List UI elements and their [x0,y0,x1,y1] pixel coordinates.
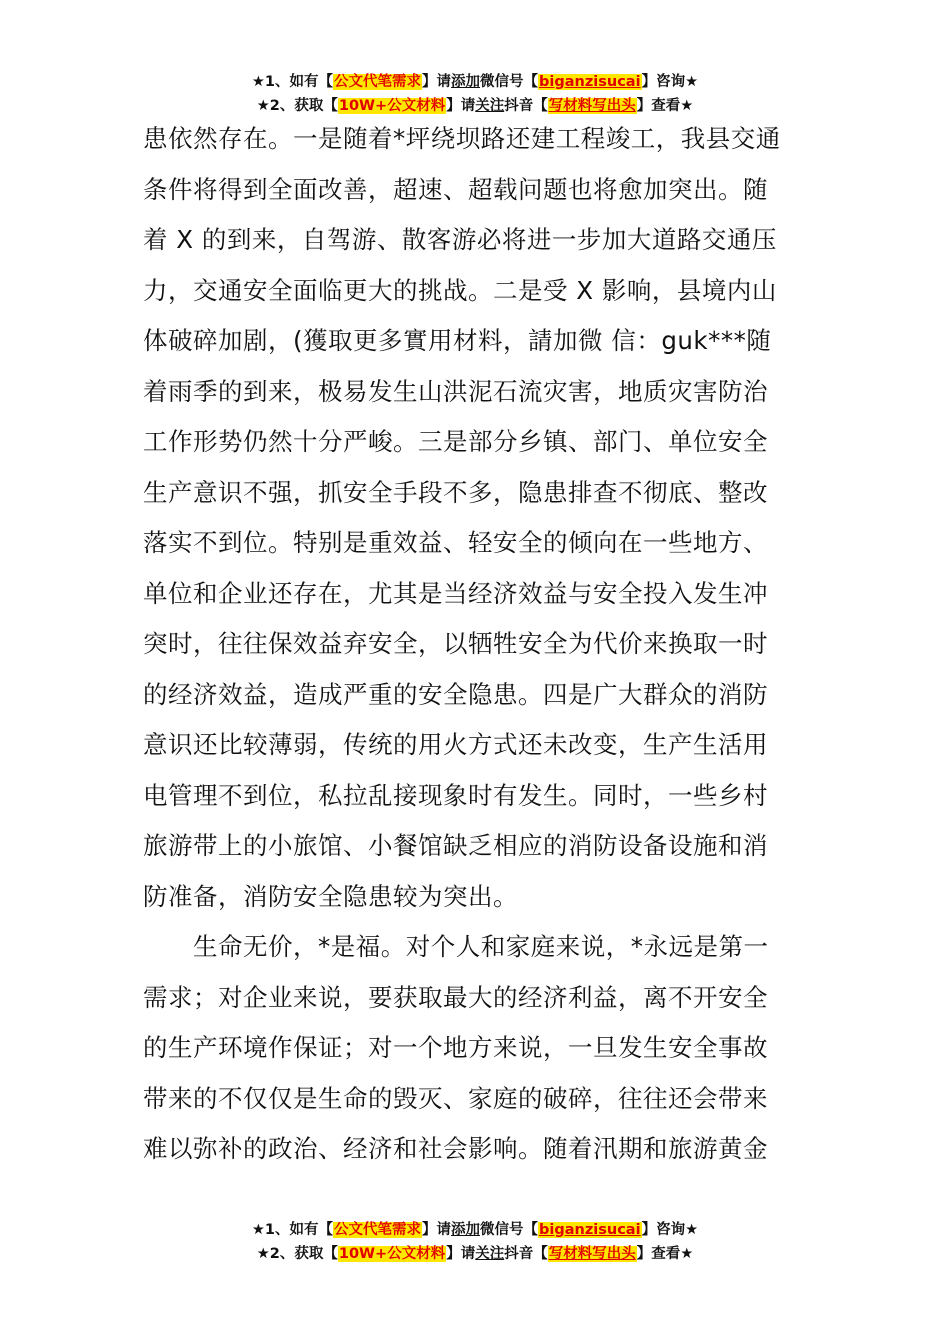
highlight-douyin-account[interactable]: 写材料写出头 [548,1246,636,1262]
text-line: 落实不到位。特别是重效益、轻安全的倾向在一些地方、 [143,528,768,557]
text-line: 着雨季的到来，极易发生山洪泥石流灾害，地质灾害防治 [143,376,768,406]
footer-banner [0,1218,950,1266]
text-line: 的经济效益，造成严重的安全隐患。四是广大群众的消防 [143,679,768,709]
text-line: 的生产环境作保证；对一个地方来说，一旦发生安全事故 [143,1033,768,1062]
banner-line-1: ★1、如有【公文代笔需求】请添加微信号【biganzisucai】咨询★ [251,1222,699,1238]
text-line: 患依然存在。一是随着*坪绕坝路还建工程竣工，我县交通 [143,124,781,153]
text-line: 工作形势仍然十分严峻。三是部分乡镇、部门、单位安全 [143,427,768,456]
banner-line-1: ★1、如有【公文代笔需求】请添加微信号【biganzisucai】咨询★ [251,74,699,90]
text-line: 力，交通安全面临更大的挑战。二是受 X 影响，县境内山 [143,275,777,305]
highlight-ghostwriting: 公文代笔需求 [334,1222,422,1238]
paragraph-start-line: 生命无价，*是福。对个人和家庭来说，*永远是第一 [193,932,769,961]
text-line: 单位和企业还存在，尤其是当经济效益与安全投入发生冲 [143,578,768,608]
text-line: 旅游带上的小旅馆、小餐馆缺乏相应的消防设备设施和消 [143,831,768,860]
banner-line-2: ★2、获取【10W+公文材料】请关注抖音【写材料写出头】查看★ [256,1246,694,1262]
document-body [143,114,815,1175]
banner-line-2: ★2、获取【10W+公文材料】请关注抖音【写材料写出头】查看★ [256,98,694,114]
text-line: 意识还比较薄弱，传统的用火方式还未改变，生产生活用 [143,730,768,759]
text-line: 突时，往往保效益弃安全，以牺牲安全为代价来换取一时 [143,629,768,658]
text-line: 着 X 的到来，自驾游、散客游必将进一步加大道路交通压 [143,225,777,254]
text-line: 生产意识不强，抓安全手段不多，隐患排查不彻底、整改 [143,477,768,507]
highlight-materials: 10W+公文材料 [338,98,446,114]
highlight-wechat-id[interactable]: biganzisucai [539,74,641,90]
highlight-materials: 10W+公文材料 [338,1246,446,1262]
text-line: 带来的不仅仅是生命的毁灭、家庭的破碎，往往还会带来 [143,1083,768,1113]
text-line: 电管理不到位，私拉乱接现象时有发生。同时，一些乡村 [143,780,768,810]
text-line: 需求；对企业来说，要获取最大的经济利益，离不开安全 [143,982,768,1012]
highlight-ghostwriting: 公文代笔需求 [334,74,422,90]
header-banner [0,70,950,118]
text-line: 条件将得到全面改善，超速、超载问题也将愈加突出。随 [143,174,768,204]
text-line: 防准备，消防安全隐患较为突出。 [143,881,518,911]
highlight-douyin-account[interactable]: 写材料写出头 [548,98,636,114]
text-line: 体破碎加剧，(獲取更多實用材料，請加微 信：guk***随 [143,326,772,355]
text-line: 难以弥补的政治、经济和社会影响。随着汛期和旅游黄金 [143,1134,768,1163]
highlight-wechat-id[interactable]: biganzisucai [539,1222,641,1238]
